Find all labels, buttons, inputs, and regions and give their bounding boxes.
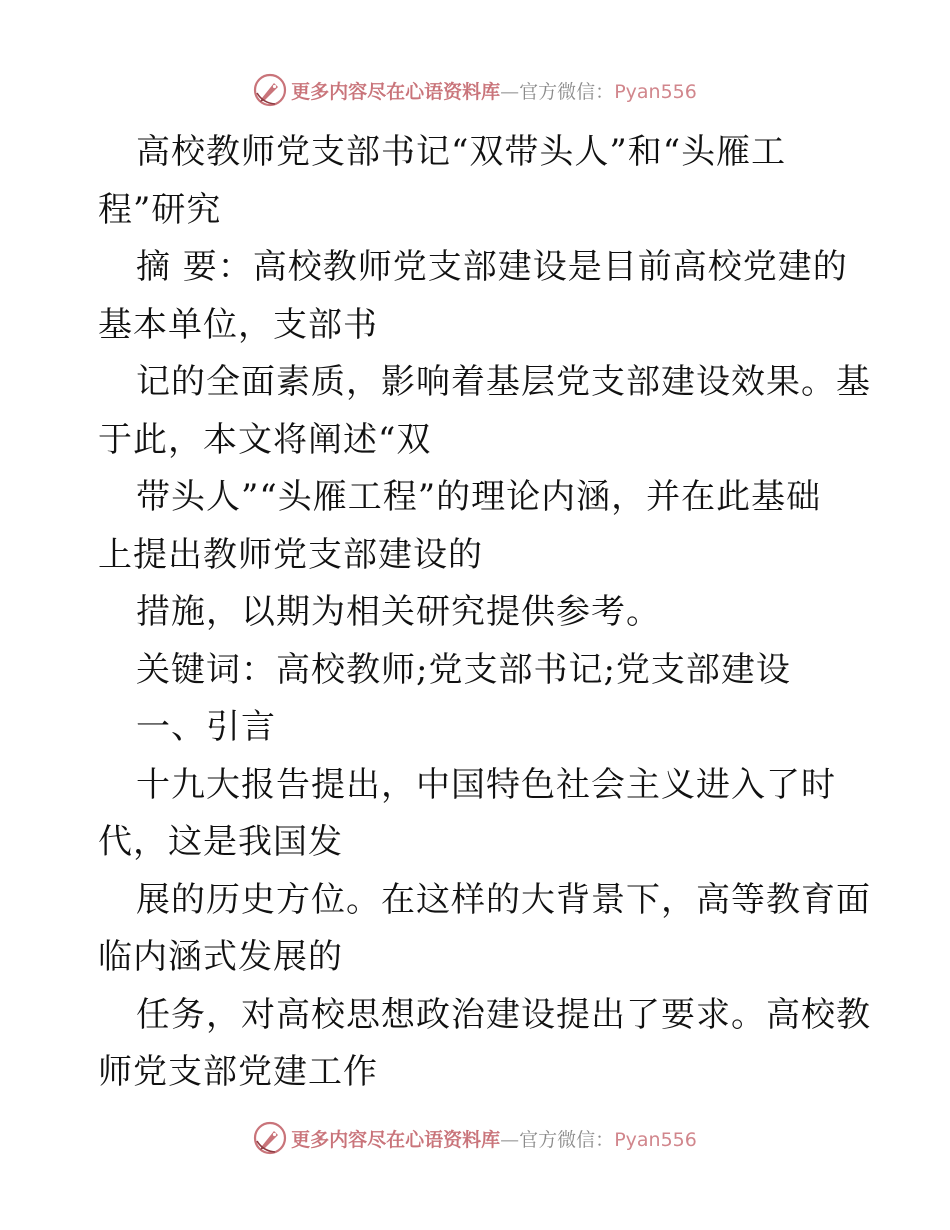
banner-wechat-label: 官方微信： bbox=[519, 80, 615, 103]
pen-nib-logo-icon bbox=[253, 1121, 287, 1155]
footer-banner bbox=[0, 1120, 950, 1156]
banner-wechat-label: 官方微信： bbox=[519, 1128, 615, 1151]
banner-prefix: 更多内容尽在心语资料库 bbox=[291, 80, 501, 103]
banner-dash: — bbox=[500, 80, 520, 103]
text-line: 摘 要：高校教师党支部建设是目前高校党建的 bbox=[136, 247, 848, 287]
text-line: 上提出教师党支部建设的 bbox=[98, 534, 483, 575]
text-line: 措施，以期为相关研究提供参考。 bbox=[136, 592, 661, 632]
text-line: 记的全面素质，影响着基层党支部建设效果。基 bbox=[136, 362, 871, 402]
text-line: 代，这是我国发 bbox=[98, 822, 343, 862]
text-line: 关键词：高校教师;党支部书记;党支部建设 bbox=[136, 649, 791, 690]
text-line: 十九大报告提出，中国特色社会主义进入了时 bbox=[136, 764, 836, 805]
text-line: 高校教师党支部书记“双带头人”和“头雁工 bbox=[136, 132, 787, 172]
text-line: 展的历史方位。在这样的大背景下，高等教育面 bbox=[136, 879, 871, 920]
text-line: 程”研究 bbox=[98, 189, 222, 230]
banner-wechat-id: Pyan556 bbox=[614, 80, 697, 103]
text-line: 临内涵式发展的 bbox=[98, 937, 343, 977]
banner-dash: — bbox=[500, 1128, 520, 1151]
text-line: 基本单位，支部书 bbox=[98, 304, 378, 345]
pen-nib-logo-icon bbox=[253, 73, 287, 107]
text-line: 任务，对高校思想政治建设提出了要求。高校教 bbox=[136, 994, 871, 1035]
text-line: 于此，本文将阐述“双 bbox=[98, 419, 432, 460]
text-line: 师党支部党建工作 bbox=[98, 1052, 378, 1092]
footer-banner-content bbox=[253, 1121, 697, 1155]
text-line: 带头人”“头雁工程”的理论内涵，并在此基础 bbox=[136, 477, 822, 517]
header-banner bbox=[0, 72, 950, 108]
banner-text bbox=[291, 77, 697, 104]
banner-text bbox=[291, 1125, 697, 1152]
header-banner-content bbox=[253, 73, 697, 107]
banner-wechat-id: Pyan556 bbox=[614, 1128, 697, 1151]
banner-prefix: 更多内容尽在心语资料库 bbox=[291, 1128, 501, 1151]
document-body bbox=[98, 124, 898, 1102]
text-line: 一、引言 bbox=[136, 707, 276, 747]
